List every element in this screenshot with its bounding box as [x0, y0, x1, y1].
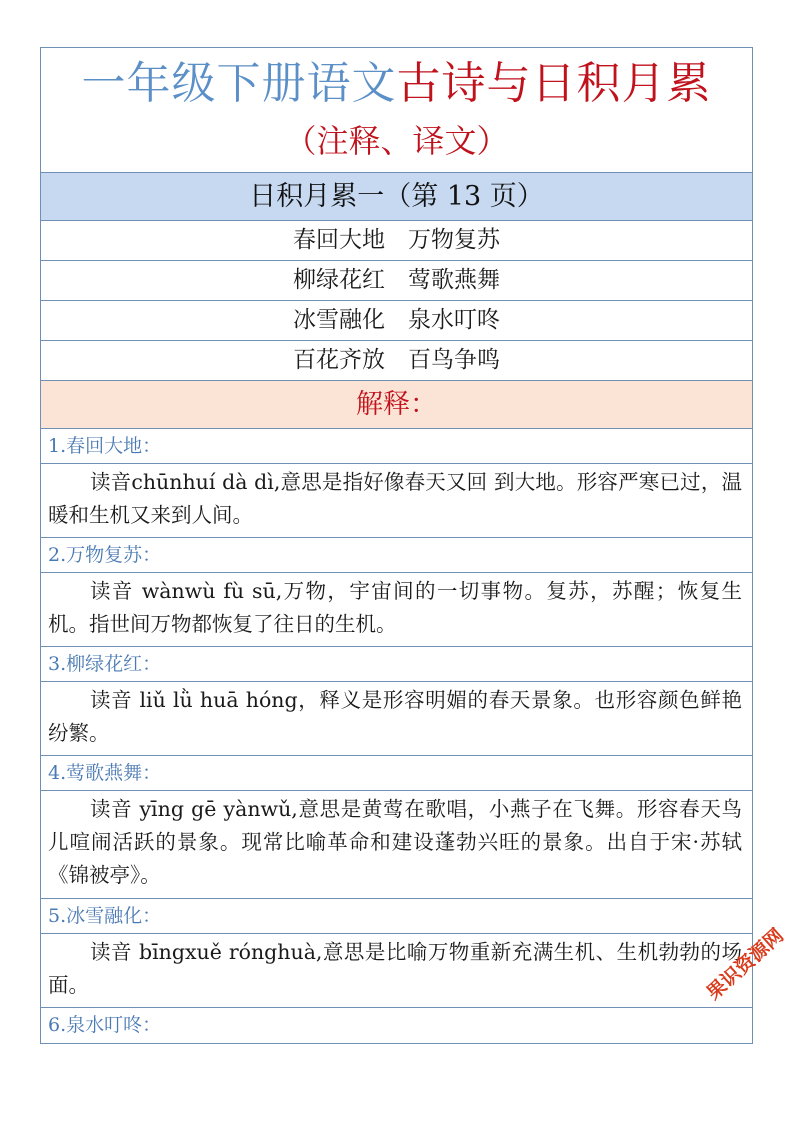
entry-term: 6.泉水叮咚： [48, 1014, 162, 1036]
entry-definition: 读音 bīngxuě rónghuà,意思是比喻万物重新充满生机、生机勃勃的场面。 [41, 934, 752, 1008]
title-part-grade: 一年级下册语文 [81, 58, 397, 109]
document-table [40, 47, 753, 1044]
entry-term: 1.春回大地： [41, 429, 752, 464]
entry-definition: 读音chūnhuí dà dì,意思是指好像春天又回 到大地。形容严寒已过，温暖和生机又来到人间。 [41, 464, 752, 538]
entry-definition: 读音 wànwù fù sū,万物，宇宙间的一切事物。复苏，苏醒；恢复生机。指世间万物都恢复了往日的生机。 [41, 573, 752, 647]
poem-line: 冰雪融化 泉水叮咚 [41, 301, 752, 341]
page-title [41, 48, 752, 112]
title-part-topic: 古诗与日积月累 [396, 58, 712, 109]
entry-term: 4.莺歌燕舞： [41, 756, 752, 791]
entry-term: 5.冰雪融化： [41, 899, 752, 934]
title-block [41, 48, 752, 173]
poem-line: 百花齐放 百鸟争鸣 [41, 341, 752, 381]
entry-term: 3.柳绿花红： [41, 647, 752, 682]
entry-definition: 读音 yīng gē yànwǔ,意思是黄莺在歌唱，小燕子在飞舞。形容春天鸟儿喧闹活跃的景象。现常比喻革命和建设蓬勃兴旺的景象。出自于宋·苏轼《锦被亭》。 [41, 791, 752, 899]
entry-term: 2.万物复苏： [41, 538, 752, 573]
poem-line: 春回大地 万物复苏 [41, 221, 752, 261]
section-heading: 日积月累一（第 13 页） [41, 173, 752, 221]
watermark-stamp: 果识资源网 [702, 924, 789, 1005]
explanation-heading: 解释： [41, 381, 752, 429]
page-subtitle: （注释、译文） [284, 122, 509, 160]
poem-line: 柳绿花红 莺歌燕舞 [41, 261, 752, 301]
entry-definition: 读音 liǔ lǜ huā hóng，释义是形容明媚的春天景象。也形容颜色鲜艳纷繁。 [41, 682, 752, 756]
